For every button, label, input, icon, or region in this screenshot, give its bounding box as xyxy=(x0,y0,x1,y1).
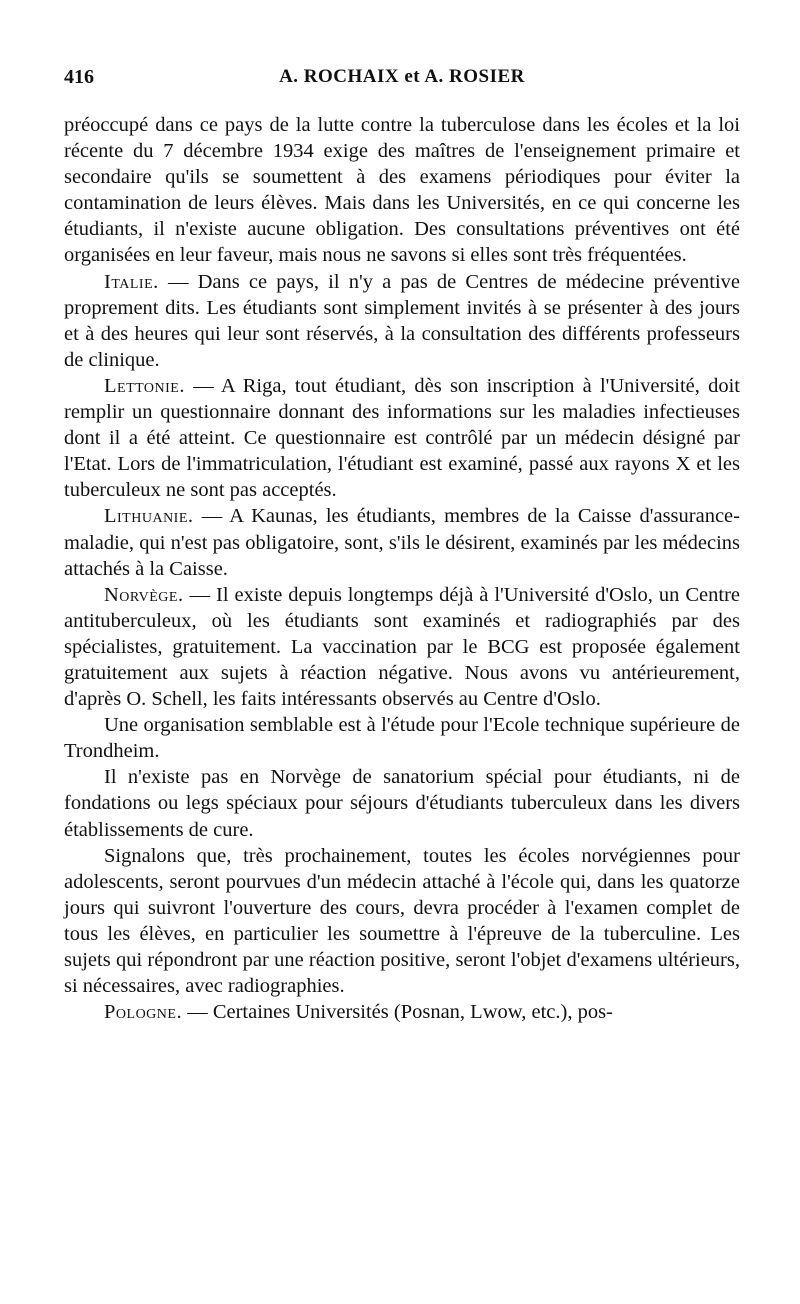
country-heading: Norvège. xyxy=(104,583,184,606)
country-heading: Italie. xyxy=(104,270,159,293)
paragraph-text: — Il existe depuis longtemps déjà à l'Université d'Oslo, un Centre antituberculeux, où les étudiants sont examinés et radiographiés par des spécialistes, gratuitement. La vaccination par le BCG est proposée également gratuitement aux sujets à réaction négative. Nous avons vu antérieurement, d'après O. Schell, les faits intéressants observés au Centre d'Oslo. xyxy=(64,583,740,711)
paragraph-text: — Certaines Universités (Posnan, Lwow, etc.), pos- xyxy=(182,1001,613,1024)
country-heading: Lettonie. xyxy=(104,374,185,397)
paragraph-intro xyxy=(64,112,740,269)
running-head: A. ROCHAIX et A. ROSIER xyxy=(279,66,525,87)
paragraph-norvege xyxy=(64,582,740,712)
paragraph-text: Signalons que, très prochainement, toutes les écoles norvégiennes pour adolescents, seront pourvues d'un médecin attaché à l'école qui, dans les quatorze jours qui suivront l'ouverture des cours, devra procéder à l'examen complet de tous les élèves, en particulier les soumettre à l'épreuve de la tuberculine. Les sujets qui répondront par une réaction positive, seront l'objet d'examens ultérieurs, si nécessaires, avec radiographies. xyxy=(64,844,740,998)
body-text xyxy=(64,112,740,1025)
paragraph-pologne xyxy=(64,999,740,1025)
paragraph-text: préoccupé dans ce pays de la lutte contre la tuberculose dans les écoles et la loi récente du 7 décembre 1934 exige des maîtres de l'enseignement primaire et secondaire qu'ils se soumettent à des examens périodiques pour éviter la contamination de leurs élèves. Mais dans les Universités, en ce qui concerne les étudiants, il n'existe aucune obligation. Des consultations préventives ont été organisées en leur faveur, mais nous ne savons si elles sont très fréquentées. xyxy=(64,114,740,267)
page-number: 416 xyxy=(64,66,94,88)
paragraph-sanatorium xyxy=(64,764,740,842)
country-heading: Lithuanie. xyxy=(104,505,194,528)
paragraph-lithuanie xyxy=(64,503,740,581)
paragraph-lettonie xyxy=(64,373,740,503)
paragraph-italie xyxy=(64,269,740,373)
paragraph-text: Il n'existe pas en Norvège de sanatorium spécial pour étudiants, ni de fondations ou legs spéciaux pour séjours d'étudiants tuberculeux dans les divers établissements de cure. xyxy=(64,766,740,841)
paragraph-trondheim xyxy=(64,712,740,764)
page-header xyxy=(64,66,740,96)
paragraph-text: Une organisation semblable est à l'étude pour l'Ecole technique supérieure de Trondheim. xyxy=(64,714,740,763)
paragraph-text: — A Riga, tout étudiant, dès son inscription à l'Université, doit remplir un questionnaire donnant des informations sur les maladies infectieuses dont il a été atteint. Ce questionnaire est contrôlé par un médecin désigné par l'Etat. Lors de l'immatriculation, l'étudiant est examiné, passé aux rayons X et les tuberculeux ne sont pas acceptés. xyxy=(64,374,740,502)
country-heading: Pologne. xyxy=(104,1001,183,1024)
paragraph-ecoles xyxy=(64,843,740,1000)
paragraph-text: — Dans ce pays, il n'y a pas de Centres de médecine préventive proprement dits. Les étudiants sont simplement invités à se présenter à des jours et à des heures qui leur sont réservés, à la consultation des différents professeurs de clinique. xyxy=(64,270,740,371)
paragraph-text: — A Kaunas, les étudiants, membres de la Caisse d'assurance-maladie, qui n'est pas obligatoire, sont, s'ils le désirent, examinés par les médecins attachés à la Caisse. xyxy=(64,505,740,580)
